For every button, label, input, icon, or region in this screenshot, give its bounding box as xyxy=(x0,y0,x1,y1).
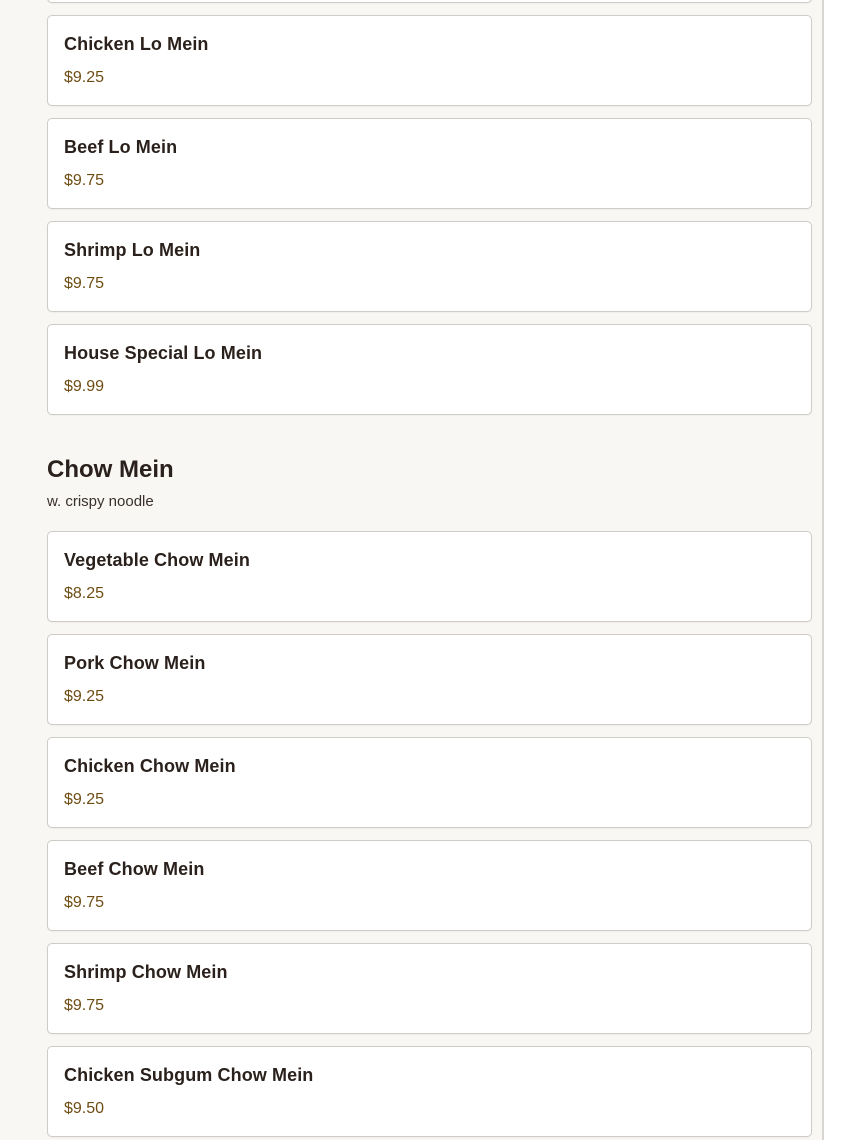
menu-item-card[interactable] xyxy=(47,15,812,106)
menu-item-price: $9.75 xyxy=(64,172,105,189)
menu-item-card[interactable] xyxy=(47,531,812,622)
menu-item-name: Shrimp Chow Mein xyxy=(64,962,228,982)
menu-item-card[interactable] xyxy=(47,737,812,828)
menu-item-price: $9.50 xyxy=(64,1100,105,1117)
menu-item-card[interactable] xyxy=(47,221,812,312)
menu-item-name: Vegetable Chow Mein xyxy=(64,550,250,570)
menu-item-card[interactable] xyxy=(47,634,812,725)
menu-item-card[interactable] xyxy=(47,943,812,1034)
menu-item-name: Beef Chow Mein xyxy=(64,859,205,879)
menu-item-price: $9.75 xyxy=(64,997,105,1014)
menu-item-name: House Special Lo Mein xyxy=(64,343,263,363)
menu-item-price: $9.75 xyxy=(64,894,105,911)
menu-item-price: $9.75 xyxy=(64,275,105,292)
menu-item-card[interactable] xyxy=(47,1046,812,1137)
chow-mein-section xyxy=(47,455,812,1137)
menu-item-name: Pork Chow Mein xyxy=(64,653,206,673)
section-description: w. crispy noodle xyxy=(47,493,154,510)
menu-item-price: $8.25 xyxy=(64,585,105,602)
menu-content xyxy=(47,0,812,1140)
lo-mein-section xyxy=(47,0,812,415)
menu-item-name: Chicken Lo Mein xyxy=(64,34,209,54)
menu-item-price: $9.25 xyxy=(64,791,105,808)
menu-item-card[interactable] xyxy=(47,324,812,415)
menu-item-card[interactable] xyxy=(47,840,812,931)
menu-item-name: Beef Lo Mein xyxy=(64,137,178,157)
menu-item-name: Chicken Chow Mein xyxy=(64,756,236,776)
menu-item-name: Chicken Subgum Chow Mein xyxy=(64,1065,314,1085)
menu-item-card[interactable] xyxy=(47,118,812,209)
menu-item-card[interactable] xyxy=(47,0,812,3)
page-margin xyxy=(824,0,844,1140)
menu-item-price: $9.25 xyxy=(64,688,105,705)
menu-item-price: $9.99 xyxy=(64,378,105,395)
menu-item-price: $9.25 xyxy=(64,69,105,86)
section-title: Chow Mein xyxy=(47,456,174,483)
menu-item-name: Shrimp Lo Mein xyxy=(64,240,201,260)
